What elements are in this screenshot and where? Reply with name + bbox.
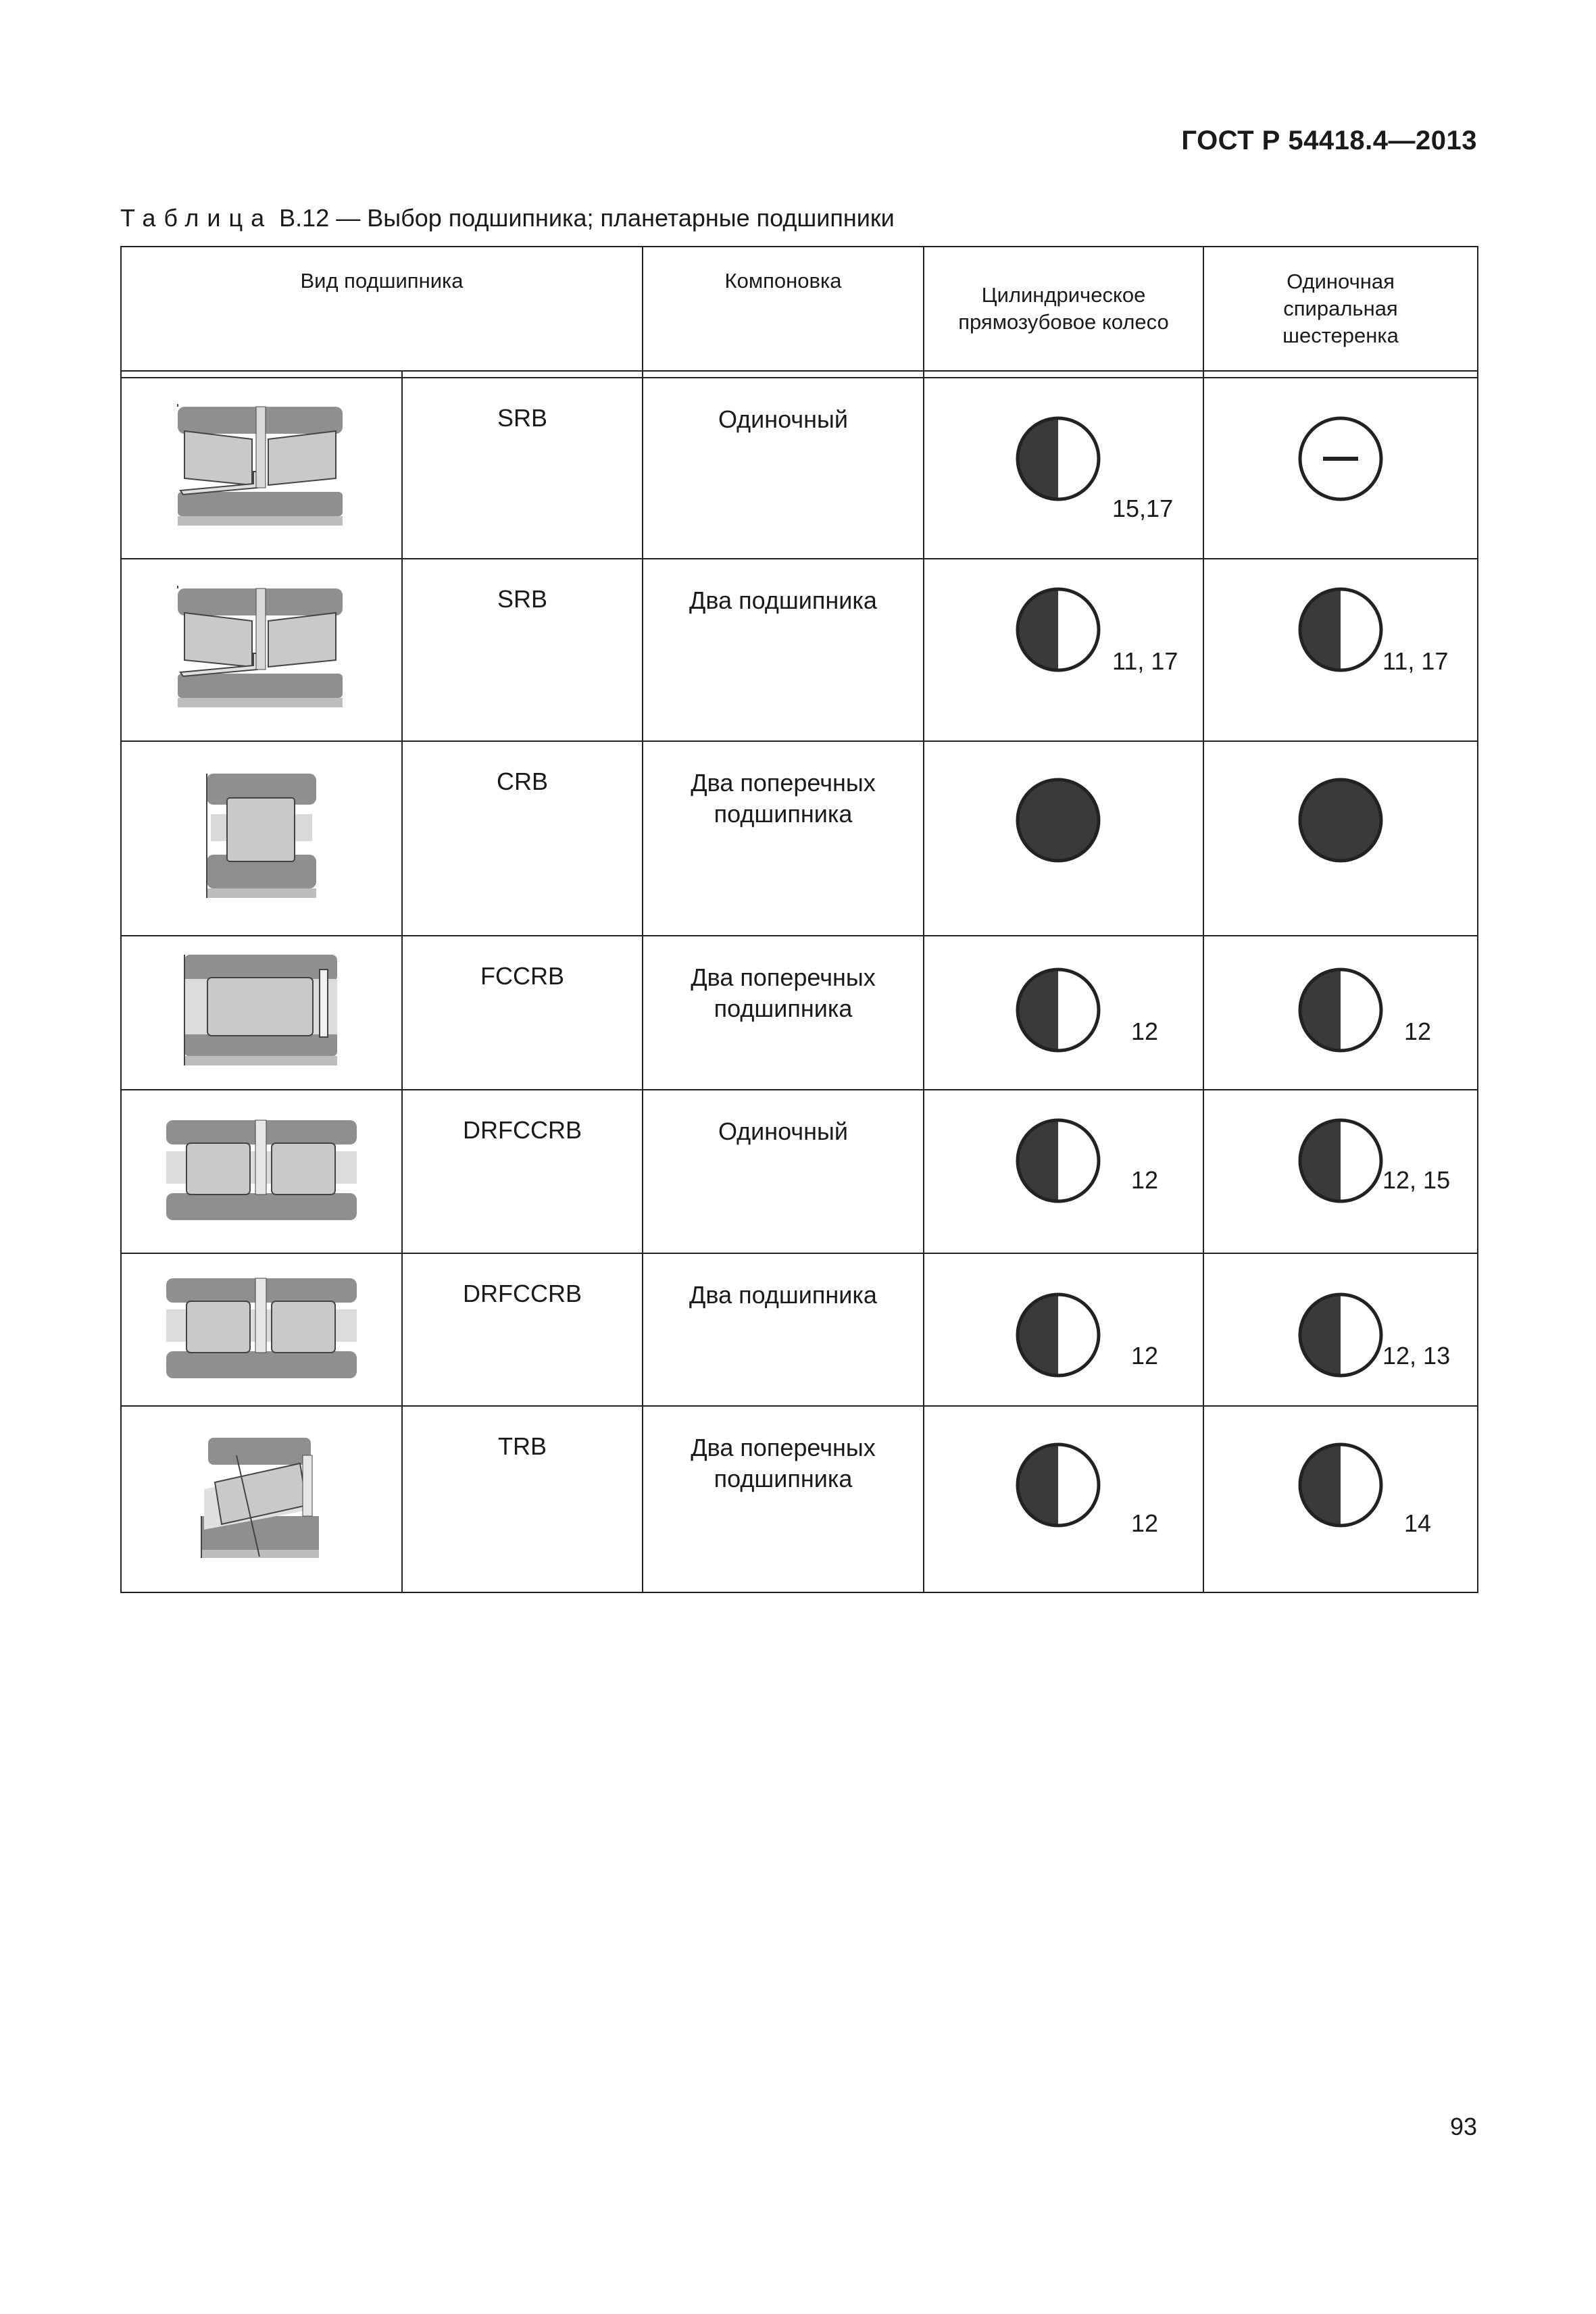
srb-bearing-diagram xyxy=(122,586,401,714)
helical-gear-rating-cell xyxy=(1203,1406,1478,1592)
spur-gear-rating-cell xyxy=(924,741,1203,936)
spur-gear-rating-cell xyxy=(924,1253,1203,1406)
rating-half-circle-icon xyxy=(1015,416,1101,505)
bearing-layout: Два поперечных подшипника xyxy=(643,1406,924,1592)
bearing-layout: Одиночный xyxy=(643,378,924,559)
bearing-diagram-cell xyxy=(121,1406,402,1592)
rating-full-circle-icon xyxy=(1297,777,1384,867)
header-separator xyxy=(121,371,1478,378)
bearing-diagram-cell xyxy=(121,741,402,936)
bearing-layout: Два поперечных подшипника xyxy=(643,741,924,936)
rating-note: 11, 17 xyxy=(1382,647,1449,675)
bearing-code: DRFCCRB xyxy=(402,1253,643,1406)
bearing-layout: Два подшипника xyxy=(643,1253,924,1406)
header-layout: Компоновка xyxy=(643,247,924,371)
rating-minus-circle-icon xyxy=(1297,416,1384,505)
helical-gear-rating-cell xyxy=(1203,1253,1478,1406)
bearing-layout: Два поперечных подшипника xyxy=(643,936,924,1090)
rating-half-circle-icon xyxy=(1015,586,1101,676)
table-row xyxy=(121,378,1478,559)
bearing-code: CRB xyxy=(402,741,643,936)
bearing-diagram-cell xyxy=(121,559,402,741)
helical-gear-rating-cell xyxy=(1203,741,1478,936)
rating-half-circle-icon xyxy=(1297,1292,1384,1382)
spur-gear-rating-cell xyxy=(924,1406,1203,1592)
rating-half-circle-icon xyxy=(1015,1117,1101,1207)
bearing-diagram-cell xyxy=(121,936,402,1090)
table-caption xyxy=(120,204,895,232)
helical-gear-rating-cell xyxy=(1203,559,1478,741)
drfccrb-bearing-diagram xyxy=(122,1117,401,1226)
rating-note: 15,17 xyxy=(1112,495,1174,522)
rating-note: 12 xyxy=(1131,1166,1159,1194)
spur-gear-rating-cell xyxy=(924,1090,1203,1253)
table-caption-label: Таблица xyxy=(120,204,273,232)
spur-gear-rating-cell xyxy=(924,559,1203,741)
bearing-diagram-cell xyxy=(121,1253,402,1406)
rating-half-circle-icon xyxy=(1297,967,1384,1057)
header-spur-gear: Цилиндрическое прямозубовое колесо xyxy=(924,247,1203,371)
header-helical-gear: Одиночная спиральная шестеренка xyxy=(1203,247,1478,371)
bearing-layout: Два подшипника xyxy=(643,559,924,741)
helical-gear-rating-cell xyxy=(1203,936,1478,1090)
header-bearing-type: Вид подшипника xyxy=(121,247,643,371)
rating-half-circle-icon xyxy=(1297,1442,1384,1532)
bearing-code: TRB xyxy=(402,1406,643,1592)
rating-half-circle-icon xyxy=(1015,1442,1101,1532)
drfccrb-bearing-diagram xyxy=(122,1276,401,1384)
helical-gear-rating-cell xyxy=(1203,1090,1478,1253)
rating-note: 12 xyxy=(1404,1017,1432,1045)
table-row xyxy=(121,1090,1478,1253)
table-row xyxy=(121,1406,1478,1592)
fccrb-bearing-diagram xyxy=(122,952,401,1074)
bearing-code: SRB xyxy=(402,378,643,559)
table-row xyxy=(121,741,1478,936)
table-caption-text: В.12 — Выбор подшипника; планетарные подшипники xyxy=(272,204,895,232)
bearing-code: FCCRB xyxy=(402,936,643,1090)
page-number: 93 xyxy=(1449,2113,1477,2140)
trb-bearing-diagram xyxy=(122,1435,401,1563)
rating-note: 14 xyxy=(1404,1509,1432,1537)
bearing-diagram-cell xyxy=(121,378,402,559)
helical-gear-rating-cell xyxy=(1203,378,1478,559)
rating-note: 12 xyxy=(1131,1509,1159,1537)
rating-half-circle-icon xyxy=(1297,586,1384,676)
bearing-code: DRFCCRB xyxy=(402,1090,643,1253)
crb-bearing-diagram xyxy=(122,771,401,906)
rating-note: 12 xyxy=(1131,1017,1159,1045)
rating-note: 12, 15 xyxy=(1382,1166,1451,1194)
bearing-code: SRB xyxy=(402,559,643,741)
table-row xyxy=(121,1253,1478,1406)
table-row xyxy=(121,559,1478,741)
srb-bearing-diagram xyxy=(122,404,401,532)
rating-half-circle-icon xyxy=(1015,967,1101,1057)
table-row xyxy=(121,936,1478,1090)
rating-half-circle-icon xyxy=(1015,1292,1101,1382)
table-header-row xyxy=(121,247,1478,371)
rating-note: 11, 17 xyxy=(1112,647,1178,675)
rating-note: 12, 13 xyxy=(1382,1342,1451,1369)
rating-full-circle-icon xyxy=(1015,777,1101,867)
bearing-diagram-cell xyxy=(121,1090,402,1253)
spur-gear-rating-cell xyxy=(924,378,1203,559)
rating-note: 12 xyxy=(1131,1342,1159,1369)
spur-gear-rating-cell xyxy=(924,936,1203,1090)
bearing-selection-table xyxy=(120,246,1478,1593)
standard-designation: ГОСТ Р 54418.4—2013 xyxy=(1181,126,1477,155)
rating-half-circle-icon xyxy=(1297,1117,1384,1207)
bearing-layout: Одиночный xyxy=(643,1090,924,1253)
